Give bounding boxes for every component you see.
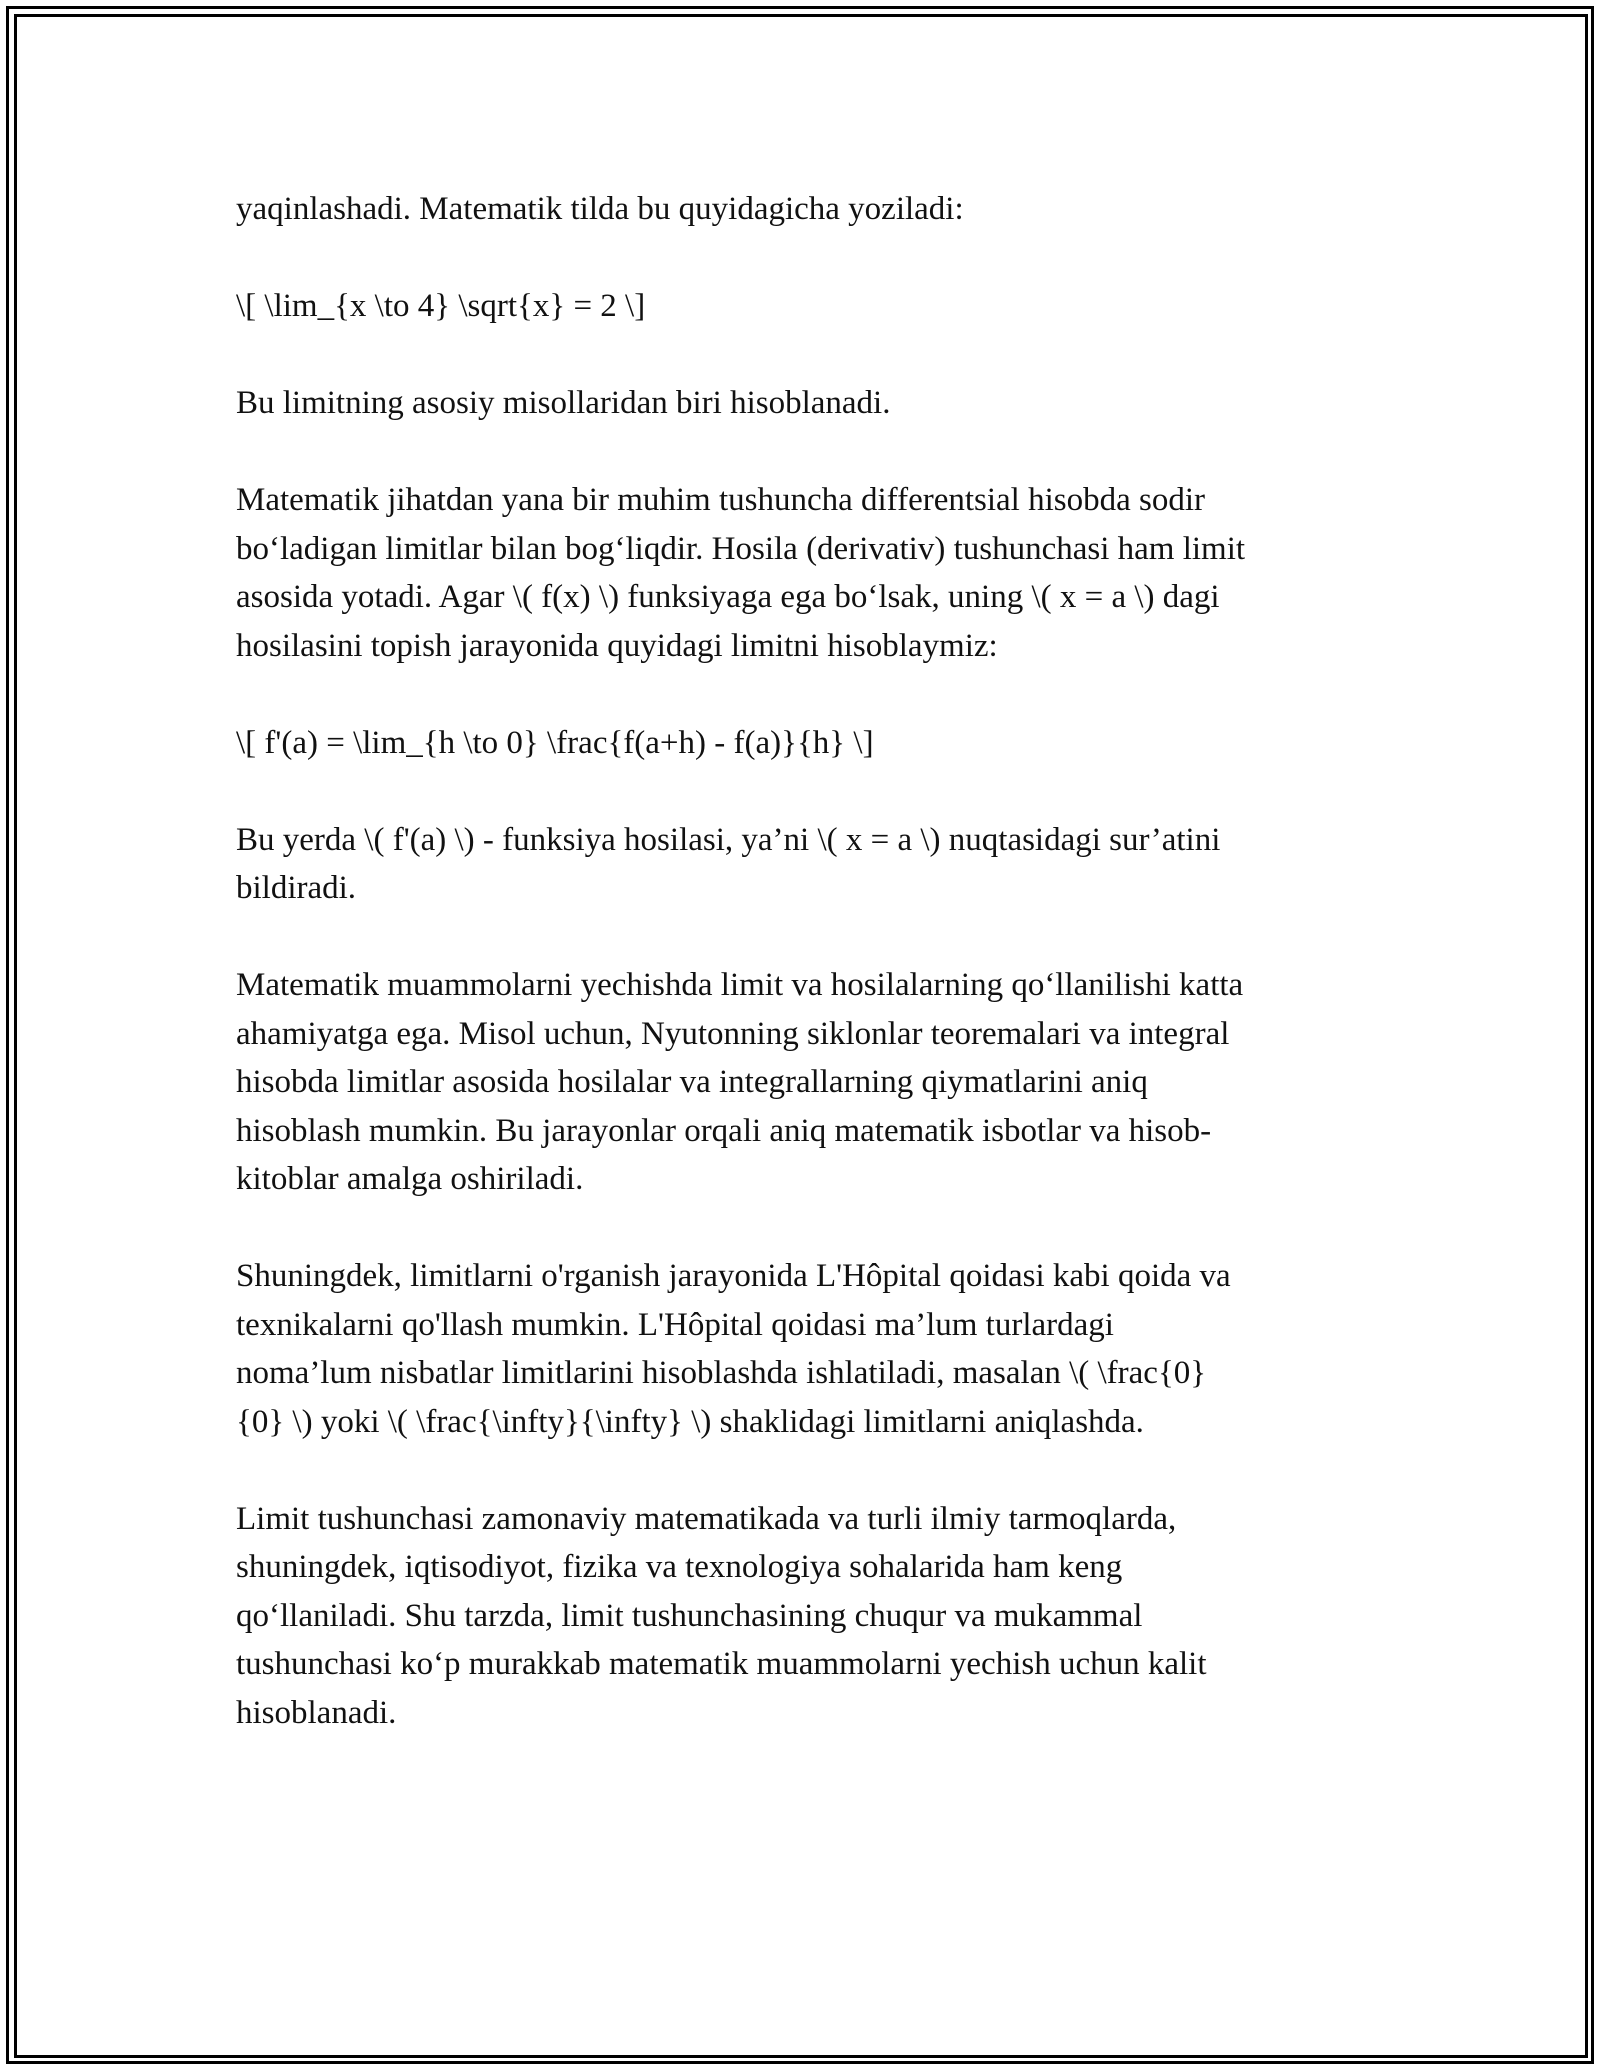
- paragraph: [236, 816, 1386, 913]
- text-line: asosida yotadi. Agar \( f(x) \) funksiyaga ega bo‘lsak, uning \( x = a \) dagi: [236, 579, 1220, 615]
- formula-paragraph: [236, 719, 1386, 768]
- text-line: yaqinlashadi. Matematik tilda bu quyidagicha yoziladi:: [236, 191, 964, 227]
- paragraph: [236, 961, 1386, 1204]
- formula-line: \[ f'(a) = \lim_{h \to 0} \frac{f(a+h) - f(a)}{h} \]: [236, 724, 874, 761]
- text-line: Bu limitning asosiy misollaridan biri hisoblanadi.: [236, 385, 891, 421]
- text-line: texnikalarni qo'llash mumkin. L'Hôpital qoidasi ma’lum turlardagi: [236, 1306, 1114, 1343]
- formula-line: \[ \lim_{x \to 4} \sqrt{x} = 2 \]: [236, 288, 646, 324]
- text-line: tushunchasi ko‘p murakkab matematik muammolarni yechish uchun kalit: [236, 1646, 1207, 1682]
- text-line: shuningdek, iqtisodiyot, fizika va texnologiya sohalarida ham keng: [236, 1549, 1123, 1585]
- text-line: hisobda limitlar asosida hosilalar va integrallarning qiymatlarini aniq: [236, 1064, 1148, 1100]
- paragraph: [236, 1495, 1386, 1738]
- document-body: [236, 185, 1386, 1786]
- text-line: noma’lum nisbatlar limitlarini hisoblashda ishlatiladi, masalan \( \frac{0}: [236, 1355, 1207, 1391]
- text-line: bildiradi.: [236, 870, 357, 906]
- text-line: ahamiyatga ega. Misol uchun, Nyutonning siklonlar teoremalari va integral: [236, 1015, 1230, 1052]
- text-line: Limit tushunchasi zamonaviy matematikada va turli ilmiy tarmoqlarda,: [236, 1500, 1177, 1537]
- text-line: Shuningdek, limitlarni o'rganish jarayonida L'Hôpital qoidasi kabi qoida va: [236, 1258, 1231, 1294]
- text-line: hisoblanadi.: [236, 1694, 397, 1731]
- formula-paragraph: [236, 282, 1386, 331]
- text-line: bo‘ladigan limitlar bilan bog‘liqdir. Hosila (derivativ) tushunchasi ham limit: [236, 530, 1246, 567]
- text-line: kitoblar amalga oshiriladi.: [236, 1161, 584, 1197]
- paragraph: [236, 476, 1386, 670]
- text-line: hisoblash mumkin. Bu jarayonlar orqali aniq matematik isbotlar va hisob-: [236, 1112, 1212, 1149]
- paragraph: [236, 379, 1386, 428]
- paragraph: [236, 1252, 1386, 1446]
- text-line: Bu yerda \( f'(a) \) - funksiya hosilasi, ya’ni \( x = a \) nuqtasidagi sur’atini: [236, 821, 1221, 858]
- text-line: Matematik jihatdan yana bir muhim tushuncha differentsial hisobda sodir: [236, 482, 1206, 518]
- text-line: qo‘llaniladi. Shu tarzda, limit tushunchasining chuqur va mukammal: [236, 1597, 1143, 1634]
- text-line: Matematik muammolarni yechishda limit va hosilalarning qo‘llanilishi katta: [236, 967, 1244, 1003]
- text-line: {0} \) yoki \( \frac{\infty}{\infty} \) shaklidagi limitlarni aniqlashda.: [236, 1403, 1144, 1440]
- text-line: hosilasini topish jarayonida quyidagi limitni hisoblaymiz:: [236, 627, 998, 664]
- paragraph: [236, 185, 1386, 234]
